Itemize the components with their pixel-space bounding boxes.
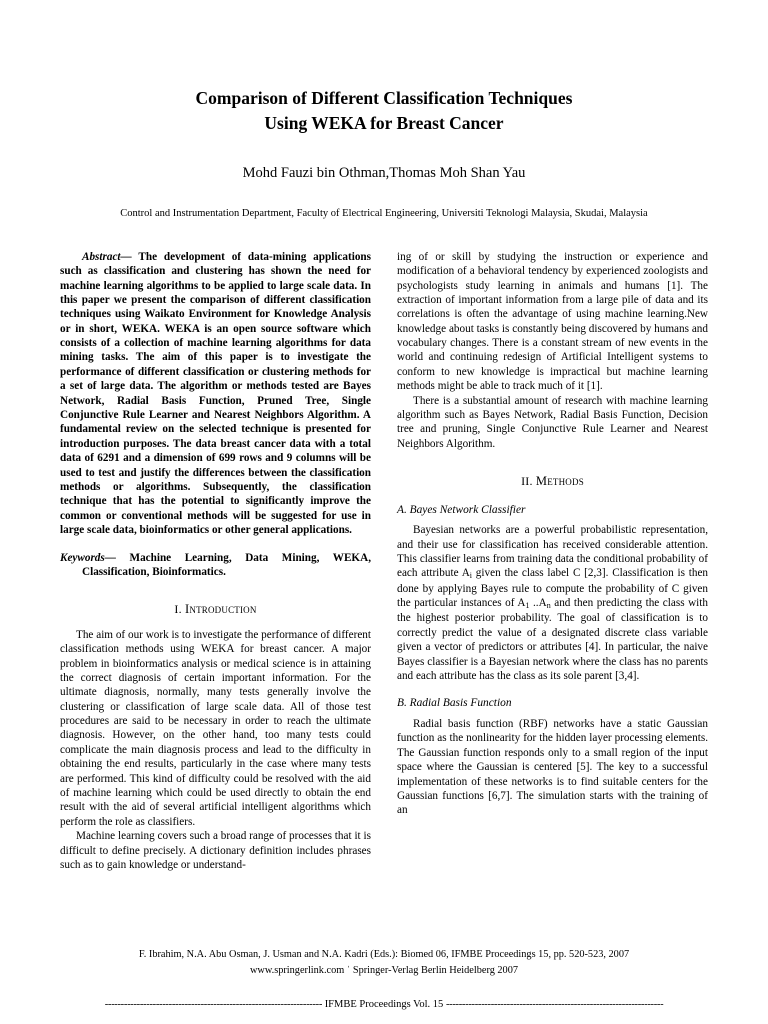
bayes-text-part-1: Bayesian networks are a powerful probabilistic representation, and their use for classification has received considerable attention. This classifier learns from training data the conditional probability of each attribute A [397, 524, 708, 580]
title-line-1: Comparison of Different Classification Techniques [195, 88, 573, 108]
proceedings-dash-left: -------------------------------------------------------------------- [104, 999, 323, 1010]
authors: Mohd Fauzi bin Othman,Thomas Moh Shan Yau [242, 164, 526, 181]
intro-paragraph-1: The aim of our work is to investigate the performance of different classification methods using WEKA for breast cancer. A major problem in bioinformatics analysis or medical science is in attaining the correct diagnosis of certain important information. For the ultimate diagnosis, normally, many tests generally involve the clustering or classification of large scale data. All of those test procedures are said to be necessary in order to reach the ultimate diagnosis. However, on the other hand, too many tests could complicate the main diagnosis process and lead to the difficulty in obtaining the end results, particularly in the case where many tests are performed. This kind of difficulty could be resolved with the aid of machine learning which could be used directly to obtain the end result with the aid of several artificial intelligent algorithms which perform the role as classifiers. [60, 628, 371, 828]
footer-line-1: F. Ibrahim, N.A. Abu Osman, J. Usman and N.A. Kadri (Eds.): Biomed 06, IFMBE Proceedings 15, pp. 520-523, 2007 [138, 949, 630, 961]
bayes-paragraph [397, 523, 708, 683]
abstract-text: The development of data-mining applications such as classification and clustering has shown the need for machine learning algorithms to be applied to large scale data. In this paper we present the comparison of different classification techniques using Waikato Environment for Knowledge Analysis or in short, WEKA. WEKA is an open source software which consists of a collection of machine learning algorithms for data mining tasks. The aim of this paper is to investigate the performance of different classification or clustering methods for a set of large data. The algorithm or methods tested are Bayes Network, Radial Basis Function, Pruned Tree, Single Conjunctive Rule Learner and Nearest Neighbors Algorithm. A fundamental review on the selected technique is presented for introduction purposes. The data breast cancer data with a total data of 6291 and a dimension of 699 rows and 9 columns will be used to test and justify the differences between the classification methods or algorithms. Subsequently, the classification technique that has the potential to significantly improve the common or conventional methods will be suggested for use in large scale data, bioinformatics or other general applications. [60, 250, 371, 537]
bayes-text-part-4: and then predicting the class with the highest posterior probability. The goal of classification is to correctly predict the value of a designated discrete class variable given a vector of predictors or attributes [4]. In particular, the naive Bayes classifier is a Bayesian network where the class has no parents and each attribute has the class as its sole parent [3,4]. [397, 597, 708, 682]
intro-paragraph-2: Machine learning covers such a broad range of processes that it is difficult to define precisely. A dictionary definition includes phrases such as to gain knowledge or understand- [60, 830, 371, 871]
page-title [60, 86, 708, 137]
intro-paragraph-3: There is a substantial amount of research with machine learning algorithm such as Bayes Network, Radial Basis Function, Decision tree and pruning, Single Conjunctive Rule Learner and Nearest Neighbors Algorithm. [397, 394, 708, 450]
bayes-subscript-i: i [469, 571, 473, 581]
footer-line-2: www.springerlink.com ˈ Springer-Verlag Berlin Heidelberg 2007 [249, 964, 519, 976]
proceedings-dash-right: -------------------------------------------------------------------- [445, 999, 664, 1010]
abstract [60, 250, 371, 538]
section-heading-methods [397, 473, 708, 489]
bayes-text-part-3: ..A [529, 597, 547, 610]
body-columns [60, 250, 708, 873]
section-number: II. [521, 474, 533, 489]
rbf-paragraph: Radial basis function (RBF) networks have a static Gaussian function as the nonlinearity for the hidden layer processing elements. The Gaussian function responds only to a small region of the input space where the Gaussian is centered [5]. The key to a successful implementation of these networks is to find suitable centers for the Gaussian functions [6,7]. The simulation starts with the training of an [397, 717, 708, 817]
keywords [60, 551, 371, 580]
bayes-subscript-1: 1 [525, 601, 530, 611]
left-column [60, 250, 371, 873]
section-heading-introduction [60, 601, 371, 617]
bayes-text-part-2: given the class label C [2,3]. Classification is then done by applying Bayes rule to compute the probability of C given the particular instances of A [397, 567, 708, 610]
affiliation: Control and Instrumentation Department, Faculty of Electrical Engineering, Universiti Teknologi Malaysia, Skudai, Malaysia [120, 208, 648, 220]
proceedings-bar [0, 999, 768, 1010]
right-column [397, 250, 708, 873]
section-title: Introduction [185, 602, 257, 617]
bayes-subscript-n: n [546, 601, 551, 611]
subsection-heading-bayes: A. Bayes Network Classifier [397, 503, 526, 516]
title-line-2: Using WEKA for Breast Cancer [264, 113, 504, 134]
intro-paragraph-2-continued: ing of or skill by studying the instruction or experience and modification of a behavioral tendency by experienced zoologists and psychologists study learning in animals and humans [1]. The extraction of important information from a large pile of data and its correlations is often the advantage of using machine learning.New knowledge about tasks is constantly being discovered by humans and vocabulary changes. There is a constant stream of new events in the world and continuing redesign of Artificial Intelligent systems to conform to new knowledge is impractical but machine learning methods might be able to track much of it [1]. [397, 250, 708, 393]
abstract-label: Abstract— [82, 250, 132, 263]
keywords-text: Machine Learning, Data Mining, WEKA, Classification, Bioinformatics. [82, 551, 371, 578]
proceedings-label: IFMBE Proceedings Vol. 15 [324, 999, 444, 1010]
section-number: I. [174, 602, 182, 617]
page-footer [0, 947, 768, 978]
section-title: Methods [535, 474, 584, 489]
subsection-heading-rbf: B. Radial Basis Function [397, 697, 512, 710]
keywords-label: Keywords— [60, 551, 116, 564]
